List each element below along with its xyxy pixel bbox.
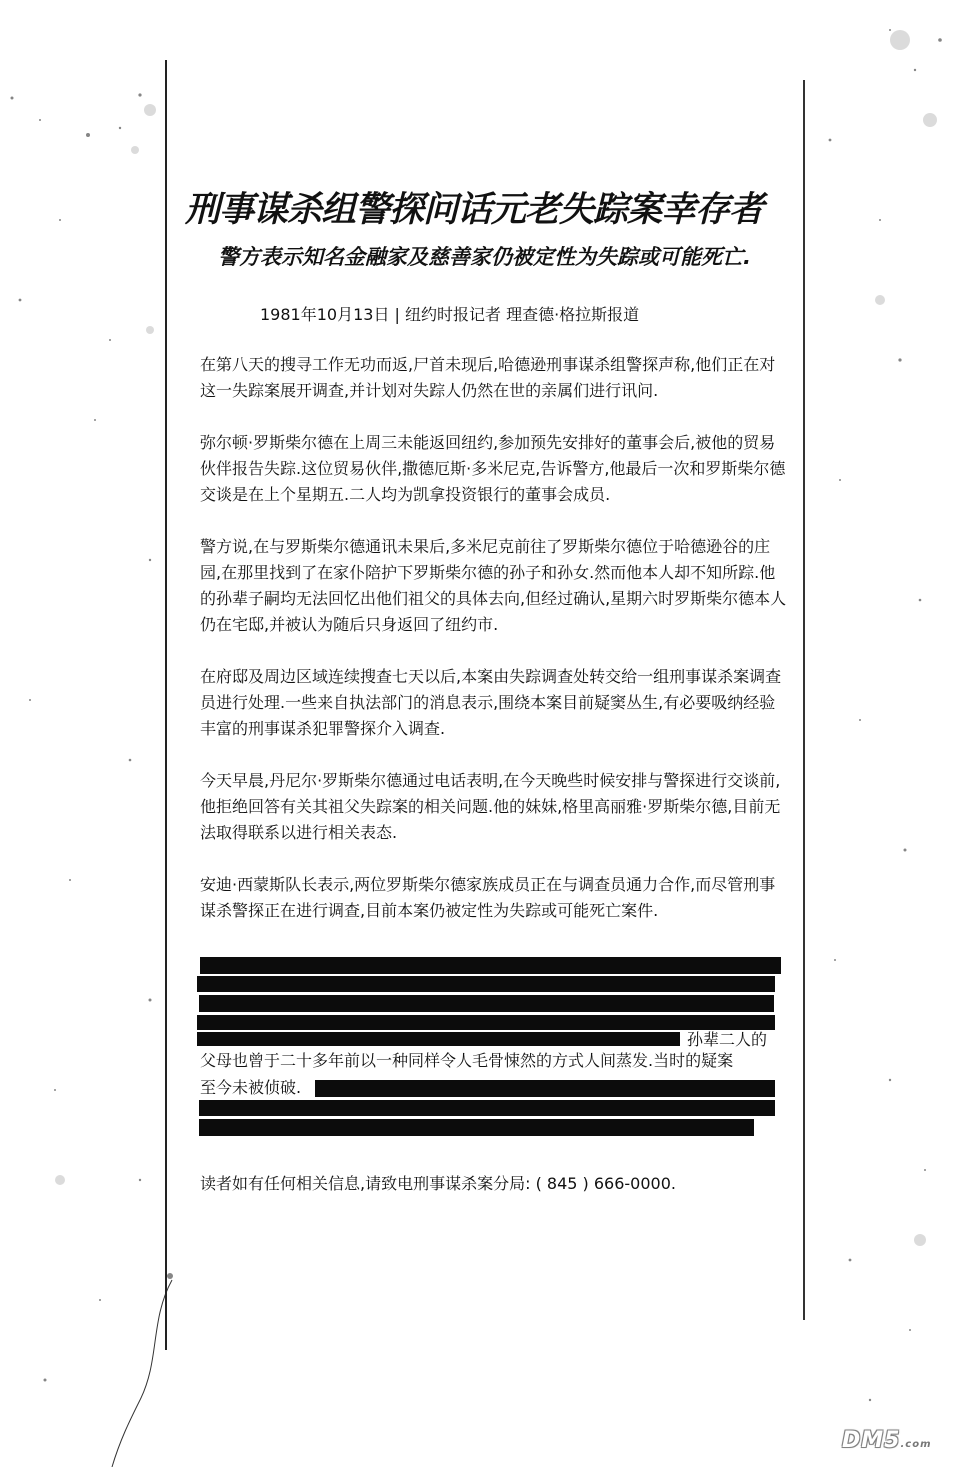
site-watermark — [842, 1428, 942, 1454]
paragraph: 在第八天的搜寻工作无功而返,尸首未现后,哈德逊刑事谋杀组警探声称,他们正在对这一失踪案展开调查,并计划对失踪人仍然在世的亲属们进行讯问. — [200, 355, 776, 400]
page-edge-left — [165, 60, 167, 1350]
redaction-bar — [199, 1100, 775, 1116]
redaction-bar — [199, 995, 774, 1012]
dateline: 1981年10月13日 | 纽约时报记者 理查德·格拉斯报道 — [260, 305, 640, 324]
redacted-section — [197, 955, 787, 1145]
watermark-suffix: .com — [900, 1439, 932, 1450]
article-body — [200, 352, 790, 950]
redaction-bar — [200, 957, 781, 974]
redaction-bar — [199, 1119, 754, 1136]
redacted-fragment: 父母也曾于二十多年前以一种同样令人毛骨悚然的方式人间蒸发.当时的疑案 — [200, 1051, 734, 1070]
redaction-bar — [315, 1080, 775, 1097]
paragraph: 今天早晨,丹尼尔·罗斯柴尔德通过电话表明,在今天晚些时候安排与警探进行交谈前,他拒绝回答有关其祖父失踪案的相关问题.他的妹妹,格里高丽雅·罗斯柴尔德,目前无法取得联系以进行相关表态. — [200, 771, 781, 842]
redacted-fragment: 孙辈二人的 — [687, 1030, 768, 1049]
paragraph: 警方说,在与罗斯柴尔德通讯未果后,多米尼克前往了罗斯柴尔德位于哈德逊谷的庄园,在那里找到了在家仆陪护下罗斯柴尔德的孙子和孙女.然而他本人却不知所踪.他的孙辈子嗣均无法回忆出他们祖父的具体去向,但经过确认,星期六时罗斯柴尔德本人仍在宅邸,并被认为随后只身返回了纽约市. — [200, 537, 787, 634]
paragraph: 安迪·西蒙斯队长表示,两位罗斯柴尔德家族成员正在与调查员通力合作,而尽管刑事谋杀警探正在进行调查,目前本案仍被定性为失踪或可能死亡案件. — [200, 875, 776, 920]
subheadline: 警方表示知名金融家及慈善家仍被定性为失踪或可能死亡. — [218, 245, 751, 269]
paragraph: 弥尔顿·罗斯柴尔德在上周三未能返回纽约,参加预先安排好的董事会后,被他的贸易伙伴报告失踪.这位贸易伙伴,撒德厄斯·多米尼克,告诉警方,他最后一次和罗斯柴尔德交谈是在上个星期五.二人均为凯拿投资银行的董事会成员. — [200, 433, 786, 504]
paragraph: 在府邸及周边区域连续搜查七天以后,本案由失踪调查处转交给一组刑事谋杀案调查员进行处理.一些来自执法部门的消息表示,围绕本案目前疑窦丛生,有必要吸纳经验丰富的刑事谋杀犯罪警探介入调查. — [200, 667, 782, 738]
watermark-text: DM5 — [842, 1428, 901, 1453]
redacted-fragment: 至今未被侦破. — [200, 1078, 302, 1097]
contact-line: 读者如有任何相关信息,请致电刑事谋杀案分局: ( 845 ) 666-0000. — [200, 1174, 676, 1193]
redaction-bar — [197, 976, 775, 992]
redaction-bar — [197, 1032, 680, 1046]
page-edge-right — [803, 80, 805, 1320]
headline: 刑事谋杀组警探问话元老失踪案幸存者 — [185, 190, 764, 230]
